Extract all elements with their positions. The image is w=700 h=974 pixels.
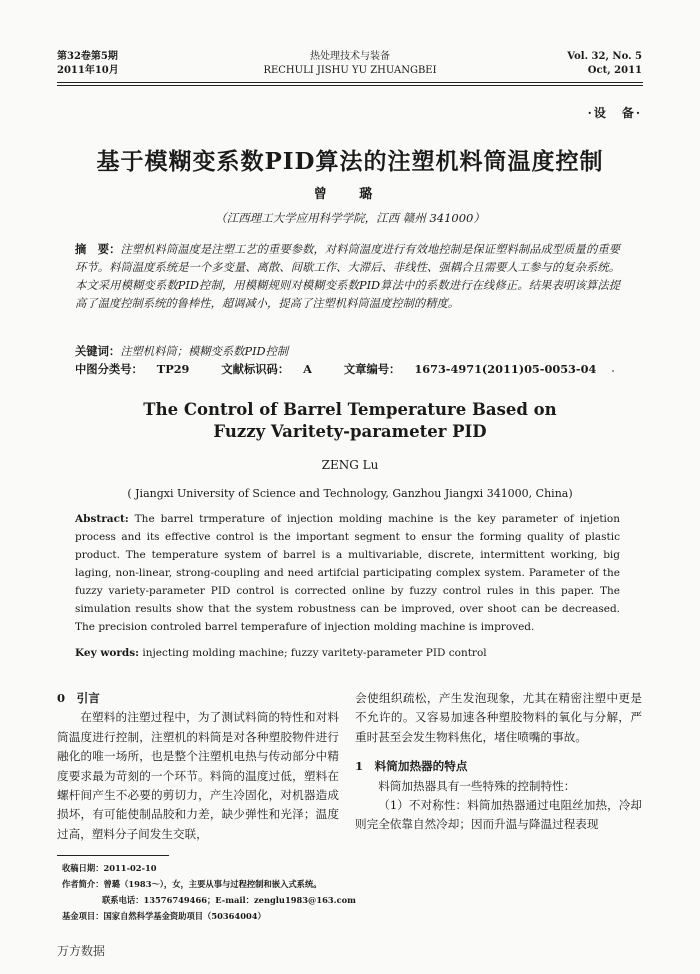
affiliation-en: ( Jiangxi University of Science and Technology, Ganzhou Jiangxi 341000, China) [127,487,573,500]
abstract-cn-text: 注塑机料筒温度是注塑工艺的重要参数，对料筒温度进行有效地控制是保证塑料制品成型质量的重要环节。料筒温度系统是一个多变量、离散、间歇工作、大滞后、非线性、强耦合且需要人工参与的复杂系统。本文采用模糊变系数PID控制，用模糊规则对模糊变系数PID算法中的系数进行在线修正。结果表明该算法提高了温度控制系统的鲁棒性，超调减小，提高了注塑机料筒温度控制的精度。 [75,243,620,310]
paper-title-en-line1: The Control of Barrel Temperature Based on [143,400,557,419]
body-paragraph: 会使组织疏松，产生发泡现象，尤其在精密注塑中更是不允许的。又容易加速各种塑胶物料的氧化与分解，严重时甚至会发生物料焦化，堵住喷嘴的事故。 [355,691,642,744]
classification-row [75,361,635,377]
author-bio: 作者简介：曾璐（1983～），女，主要从事与过程控制和嵌入式系统。 [62,879,322,889]
abstract-cn [75,240,620,313]
paper-title-en-line2: Fuzzy Varitety-parameter PID [213,422,487,441]
paper-title-cn: 基于模糊变系数PID算法的注塑机料筒温度控制 [96,148,604,175]
source-watermark: 万方数据 [57,944,106,958]
body-paragraph: （1）不对称性：料筒加热器通过电阻丝加热，冷却则完全依靠自然冷却；因而升温与降温过程表现 [355,798,642,832]
clc-number: 中图分类号： TP29 [75,362,190,376]
keywords-en [75,645,620,661]
article-number: 文章编号： 1673-4971(2011)05-0053-04 [343,362,597,376]
abstract-en [75,510,620,636]
footnotes [62,860,462,924]
journal-volume-en: Vol. 32, No. 5 Oct, 2011 [567,51,642,76]
header-rule-thin [57,85,643,86]
footnote-rule [57,855,169,856]
affiliation-cn: （江西理工大学应用科学学院，江西 赣州 341000） [215,211,485,225]
body-paragraph: 料筒加热器具有一些特殊的控制特性： [378,778,576,793]
journal-volume-issue: 第32卷第5期 2011年10月 [57,51,119,76]
section-tag: ·设 备· [587,106,642,120]
keywords-en-label: Key words: [75,647,140,659]
abstract-en-text: The barrel trmperature of injection molding machine is the key parameter of injetion process and its effective control is the important segment to ensur the forming quality of plastic product. The temperature system of barrel is a multivariable, discrete, intermittent working, big laging, non-linear, strong-coupling and need artifcial participating complex system. Parameter of the fuzzy variety-parameter PID control is corrected online by fuzzy control rules in this paper. The simulation results show that the system robustness can be improved, over shoot can be decreased. The precision controled barrel temperafure of injection molding machine is improved. [75,513,620,633]
section-heading-heater: 1 料筒加热器的特点 [355,759,468,774]
keywords-en-text: injecting molding machine; fuzzy varitety-parameter PID control [139,647,487,659]
section-heading-introduction: 0 引言 [57,691,100,705]
body-column-left [57,689,339,844]
keywords-cn-label: 关键词： [75,344,121,358]
author-name-en: ZENG Lu [321,458,379,472]
journal-name: 热处理技术与装备 RECHULI JISHU YU ZHUANGBEI [263,51,437,76]
fund-info: 基金项目：国家自然科学基金资助项目（50364004） [62,911,266,921]
speck [612,370,614,372]
keywords-cn-text: 注塑机料筒；模糊变系数PID控制 [120,345,289,358]
document-code: 文献标识码： A [221,362,312,376]
received-date: 收稿日期：2011-02-10 [62,863,157,873]
paper-title-en [0,399,700,443]
body-paragraph: 在塑料的注塑过程中，为了测试料筒的特性和对料筒温度进行控制，注塑机的料筒是对各种塑胶物件进行融化的唯一场所，也是整个注塑机电热与传动部分中精度要求最为苛刻的一个环节。料筒的温度过低，塑料在螺杆间产生不必要的剪切力，产生冷固化，对机器造成损坏，有可能使制品胶和力差，缺少弹性和光泽；温度过高，塑料分子间发生交联， [57,710,339,841]
body-column-right [355,689,642,835]
abstract-en-label: Abstract: [75,513,129,525]
keywords-cn [75,342,620,361]
author-name-cn: 曾 璐 [313,187,387,202]
header-rule [57,82,643,83]
author-contact: 联系电话：13576749466；E-mail：zenglu1983@163.com [102,895,356,905]
abstract-cn-label: 摘 要： [75,242,121,256]
